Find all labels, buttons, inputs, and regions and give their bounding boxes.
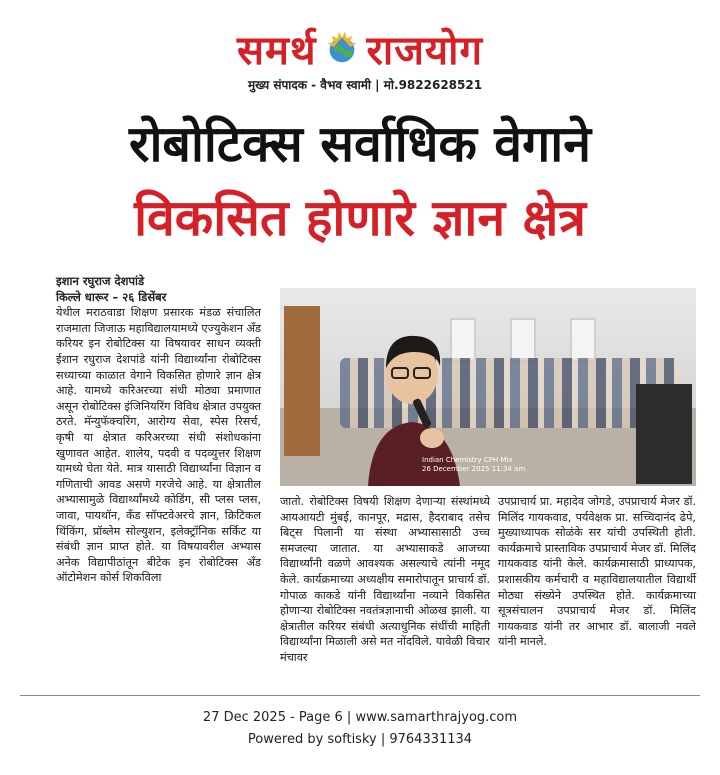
brand-logo: [190, 20, 530, 76]
photo-podium: [636, 384, 692, 484]
event-photo: [280, 288, 696, 486]
footer-date-page-site: 27 Dec 2025 - Page 6 | www.samarthrajyog.com: [202, 710, 518, 725]
headline-line-1: रोबोटिक्स सर्वाधिक वेगाने: [129, 115, 591, 173]
headline-line-2: विकसित होणारे ज्ञान क्षेत्र: [134, 189, 586, 247]
article-text-1: येथील मराठवाडा शिक्षण प्रसारक मंडळ संचालित राजमाता जिजाऊ महाविद्यालयामध्ये एज्युकेशन अँड करियर इन रोबोटिक्स या विषयावर साधन व्यक्ती ईशान रघुराज देशपांडे यांनी विद्यार्थ्यांना रोबोटिक्स सध्याच्या काळात वेगाने विकसित होणारे ज्ञान क्षेत्र आहे. यामध्ये करिअरच्या संधी मोठ्या प्रमाणात असून रोबोटिक्स इंजिनियरिंग विविध क्षेत्रात उपयुक्त ठरते. मॅन्युफॅक्चरिंग, आरोग्य सेवा, स्पेस रिसर्च, कृषी या क्षेत्रात करिअरच्या संधी संशोधकांना खुणावत आहेत. शालेय, पदवी व पदव्युत्तर शिक्षण यामध्ये घेता येते. मात्र यासाठी विद्यार्थ्यांना विज्ञान व गणिताची आवड असणे गरजेचे आहे. या क्षेत्रातील अभ्यासामुळे विद्यार्थ्यांमध्ये कोडिंग, सी प्लस प्लस, जावा, पायथॉन, कँड सॉफ्टवेअरचे ज्ञान, क्रिटिकल थिंकिंग, प्रॉब्लेम सोल्युशन, इलेक्ट्रॉनिक सर्किट या संबंधी ज्ञान प्राप्त होते. या विषयावरील अभ्यास अनेक विद्यापीठांतून बीटेक इन रोबोटिक्स अँड ऑटोमेशन कोर्स शिकविला: [56, 306, 262, 585]
photo-window: [570, 318, 596, 362]
article-column-3: [498, 494, 696, 694]
editor-line: मुख्य संपादक - वैभव स्वामी | मो.9822628521: [248, 78, 483, 92]
photo-door: [284, 306, 320, 456]
article-text-2: जातो. रोबोटिक्स विषयी शिक्षण देणाऱ्या संस्थांमध्ये आयआयटी मुंबई, कानपूर, मद्रास, हैदराबाद तसेच बिट्स पिलानी या संस्था अभ्यासासाठी उच्च समजल्या जातात. या अभ्यासाकडे आजच्या विद्यार्थ्यांनी वळणे आवश्यक असल्याचे त्यांनी नमूद केले. कार्यक्रमाच्या अध्यक्षीय समारोपातून प्राचार्य डॉ. गोपाळ काकडे यांनी विद्यार्थ्यांना नव्याने विकसित होणाऱ्या रोबोटिक्स नवतंत्रज्ञानाची ओळख झाली. या क्षेत्रातील करियर संबंधी अत्याधुनिक संधींची माहिती विद्यार्थ्यांना मिळाली असे मत नोंदविले. यावेळी विचार मंचावर: [280, 495, 490, 664]
brand-left: समर्थ: [236, 27, 317, 74]
article-column-1: [56, 274, 261, 694]
footer-divider: [20, 695, 700, 696]
photo-timestamp: Indian Chemistry CPH Mix 26 December 2025 11:34 am: [422, 456, 526, 473]
photo-window: [510, 318, 536, 362]
byline: इशान रघुराज देशपांडे: [56, 274, 145, 288]
newspaper-clipping: [20, 18, 700, 747]
footer-powered-by: Powered by softisky | 9764331134: [247, 732, 473, 747]
article-text-3: उपप्राचार्य प्रा. महादेव जोगडे, उपप्राचार्य मेजर डॉ. मिलिंद गायकवाड, पर्यवेक्षक प्रा. सच्चिदानंद ढेपे, मुख्याध्यापक सोळंके सर यांची उपस्थिती होती. कार्यक्रमाचे प्रास्ताविक उपप्राचार्य मेजर डॉ. मिलिंद गायकवाड यांनी केले. कार्यक्रमासाठी प्राध्यापक, प्रशासकीय कर्मचारी व महाविद्यालयातील विद्यार्थी मोठ्या संख्येने उपस्थित होते. कार्यक्रमाच्या सूत्रसंचालन उपप्राचार्य मेजर डॉ. मिलिंद गायकवाड यांनी तर आभार डॉ. बालाजी नवले यांनी मानले.: [498, 495, 696, 649]
masthead: [20, 18, 700, 96]
brand-right: राजयोग: [366, 27, 483, 74]
globe-icon: [323, 29, 361, 67]
dateline: किल्ले धारूर – २६ डिसेंबर: [56, 289, 167, 304]
article-column-2: [280, 494, 490, 694]
